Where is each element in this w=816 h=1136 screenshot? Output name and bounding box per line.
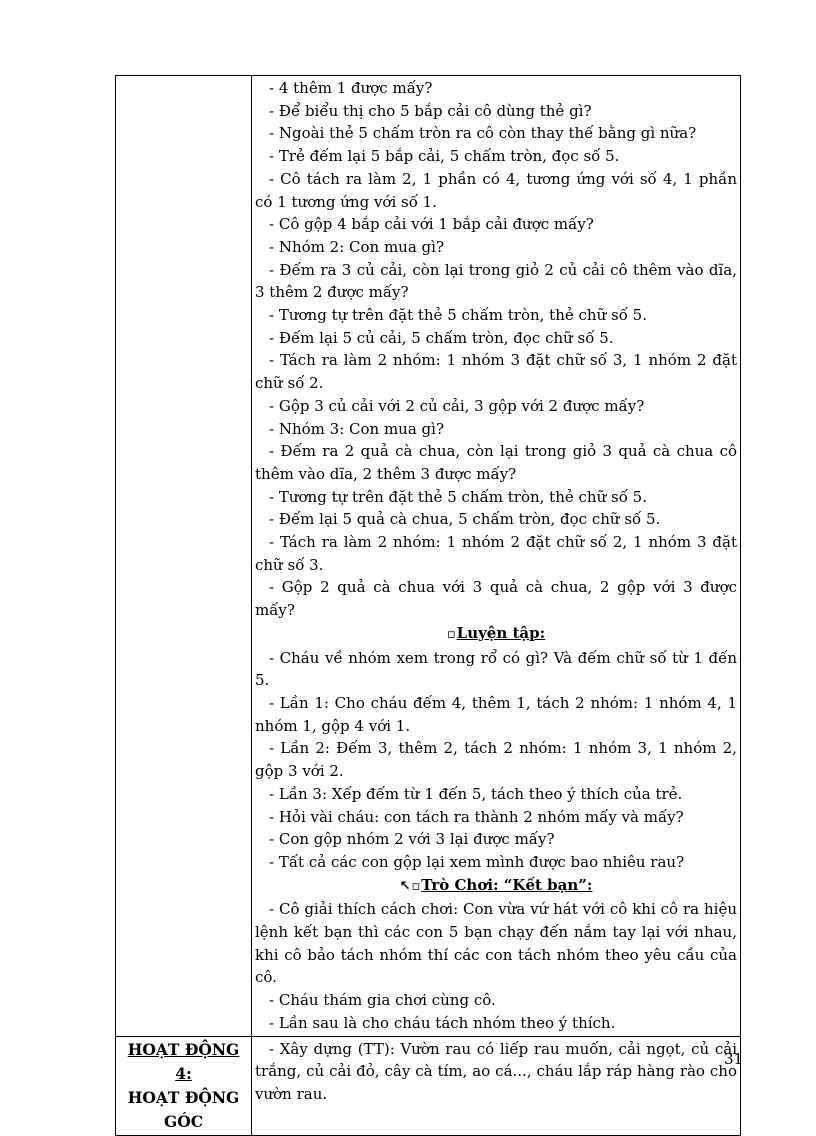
page-number: 31 [724, 1050, 744, 1068]
activity-label-line: HOẠT ĐỘNG 4: [127, 1039, 240, 1083]
nw-arrow-icon: ↖ [399, 878, 411, 894]
paragraph: - Cháu về nhóm xem trong rổ có gì? Và đếm chữ số từ 1 đến 5. [255, 648, 737, 690]
paragraph: - Cô tách ra làm 2, 1 phần có 4, tương ứng với số 4, 1 phần có 1 tương ứng với số 1. [255, 169, 737, 211]
activity-4-label-cell [116, 1036, 252, 1135]
paragraph: - Cô giải thích cách chơi: Con vừa vứ hát với cô khi cô ra hiệu lệnh kết bạn thì các con 5 bạn chạy đến nắm tay lại với nhau, khi cô bảo tách nhóm thí các con tách nhóm theo yêu cầu của cô. [255, 900, 737, 987]
paragraph: - Ngoài thẻ 5 chấm tròn ra cô còn thay thế bằng gì nữa? [269, 124, 697, 143]
paragraph: - Trẻ đếm lại 5 bắp cải, 5 chấm tròn, đọc số 5. [269, 147, 620, 166]
paragraph: - Nhóm 2: Con mua gì? [269, 237, 444, 256]
paragraph: - Gộp 3 củ cải với 2 củ cải, 3 gộp với 2 được mấy? [269, 396, 645, 415]
paragraph: - Tách ra làm 2 nhóm: 1 nhóm 3 đặt chữ số 3, 1 nhóm 2 đặt chữ số 2. [255, 351, 737, 393]
square-bullet-icon: ▫ [411, 878, 421, 894]
activity-label-cell-empty [116, 76, 252, 1036]
paragraph: - Lần 2: Đếm 3, thêm 2, tách 2 nhóm: 1 nhóm 3, 1 nhóm 2, gộp 3 với 2. [255, 739, 737, 781]
paragraph: - Lần 3: Xếp đếm từ 1 đến 5, tách theo ý thích của trẻ. [269, 784, 683, 803]
paragraph: - Lần sau là cho cháu tách nhóm theo ý thích. [269, 1013, 616, 1032]
square-bullet-icon: ▫ [446, 626, 456, 642]
heading-text: Luyện tập: [456, 623, 546, 642]
lesson-plan-table [115, 75, 744, 1136]
paragraph: - Gộp 2 quả cà chua với 3 quả cà chua, 2 gộp với 3 được mấy? [255, 578, 737, 620]
paragraph: - Cháu thám gia chơi cùng cô. [269, 991, 496, 1010]
activity-label-line: GÓC [163, 1111, 204, 1131]
heading-text: Trò Chơi: “Kết bạn”: [421, 875, 593, 894]
paragraph: - Xây dựng (TT): Vườn rau có liếp rau muốn, cải ngọt, củ cải trắng, củ cải đỏ, cây cà tím, ao cá..., cháu lắp ráp hàng rào cho vườn rau. [255, 1039, 737, 1103]
activity-content-cell [252, 76, 740, 1036]
paragraph: - Tương tự trên đặt thẻ 5 chấm tròn, thẻ chữ số 5. [269, 306, 647, 325]
section-heading [255, 874, 737, 899]
paragraph: - 4 thêm 1 được mấy? [269, 79, 433, 97]
paragraph: - Đếm lại 5 củ cải, 5 chấm tròn, đọc chữ số 5. [269, 328, 614, 347]
paragraph: - Đếm lại 5 quả cà chua, 5 chấm tròn, đọc chữ số 5. [269, 510, 661, 529]
paragraph: - Lần 1: Cho cháu đếm 4, thêm 1, tách 2 nhóm: 1 nhóm 4, 1 nhóm 1, gộp 4 với 1. [255, 693, 737, 735]
paragraph: - Tách ra làm 2 nhóm: 1 nhóm 2 đặt chữ số 2, 1 nhóm 3 đặt chữ số 3. [255, 533, 737, 574]
paragraph: - Tất cả các con gộp lại xem mình được bao nhiêu rau? [269, 852, 685, 871]
paragraph: - Nhóm 3: Con mua gì? [269, 419, 444, 438]
paragraph: - Hỏi vài cháu: con tách ra thành 2 nhóm mấy và mấy? [269, 807, 684, 826]
paragraph: - Đếm ra 3 củ cải, còn lại trong giỏ 2 củ cải cô thêm vào dĩa, 3 thêm 2 được mấy? [255, 260, 737, 302]
paragraph: - Đếm ra 2 quả cà chua, còn lại trong giỏ 3 quả cà chua cô thêm vào dĩa, 2 thêm 3 được mấy? [255, 442, 737, 483]
paragraph: - Để biểu thị cho 5 bắp cải cô dùng thẻ gì? [269, 101, 592, 120]
paragraph: - Cô gộp 4 bắp cải với 1 bắp cải được mấy? [269, 215, 594, 234]
activity-4-content-cell [252, 1036, 740, 1135]
paragraph: - Con gộp nhóm 2 với 3 lại được mấy? [269, 830, 555, 849]
paragraph: - Tương tự trên đặt thẻ 5 chấm tròn, thẻ chữ số 5. [269, 487, 647, 506]
activity-label-line: HOẠT ĐỘNG [127, 1087, 240, 1107]
section-heading [255, 622, 737, 647]
